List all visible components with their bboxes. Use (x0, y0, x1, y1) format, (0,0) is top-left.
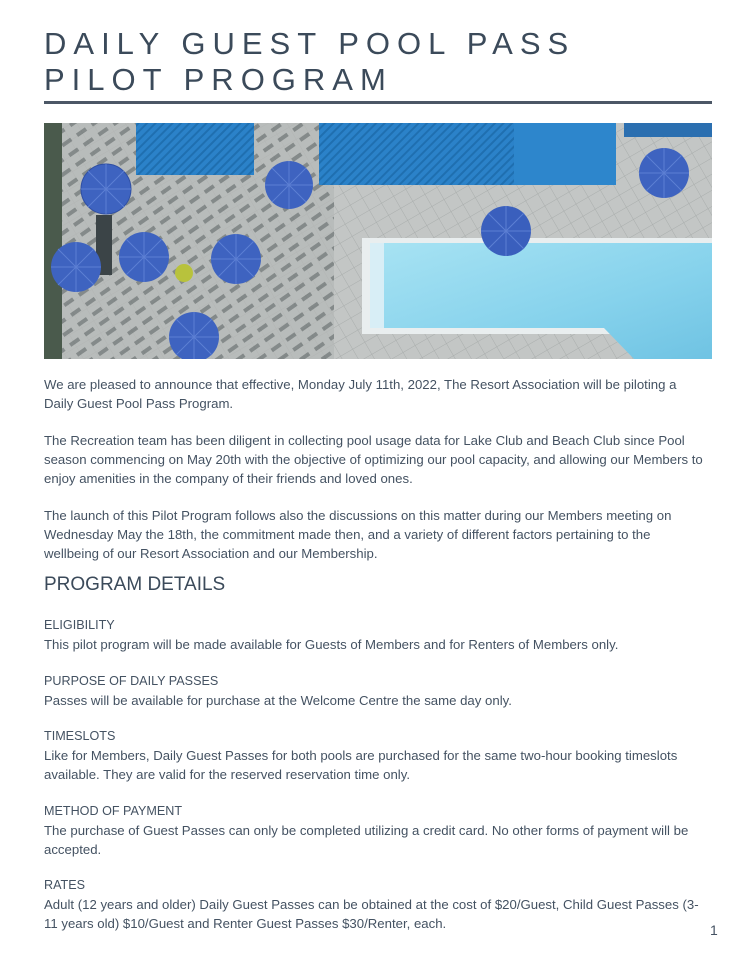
purpose-section (44, 672, 708, 710)
intro-paragraph-3: The launch of this Pilot Program follows also the discussions on this matter during our Members meeting on Wednesday May the 18th, the commitment made then, and a variety of different factors pertaining to the wellbeing of our Resort Association and our Membership. (44, 508, 672, 561)
title-divider (44, 101, 712, 104)
cabana-roof-left (136, 123, 254, 175)
eligibility-label: ELIGIBILITY (44, 618, 115, 632)
aerial-pool-photo (44, 123, 712, 359)
timeslots-section (44, 727, 708, 784)
program-details-heading: PROGRAM DETAILS (44, 574, 226, 595)
title-line-1: DAILY GUEST POOL PASS (44, 26, 576, 61)
rates-text: Adult (12 years and older) Daily Guest Passes can be obtained at the cost of $20/Guest, Child Guest Passes (3-11 years old) $10/Guest and Renter Guest Passes $30/Renter, each. (44, 897, 699, 931)
timeslots-text: Like for Members, Daily Guest Passes for both pools are purchased for the same two-hour booking timeslots available. They are valid for the reserved reservation time only. (44, 748, 678, 782)
intro-paragraph-2: The Recreation team has been diligent in collecting pool usage data for Lake Club and Beach Club since Pool season commencing on May 20th with the objective of optimizing our pool capacity, and allowing our Members to enjoy amenities in the company of their friends and loved ones. (44, 433, 703, 486)
rates-label: RATES (44, 878, 86, 892)
intro-paragraph-1: We are pleased to announce that effective, Monday July 11th, 2022, The Resort Association will be piloting a Daily Guest Pool Pass Program. (44, 377, 677, 411)
page-number: 1 (710, 922, 718, 938)
palm-plant (175, 264, 193, 282)
payment-section (44, 802, 708, 859)
title-line-2: PILOT PROGRAM (44, 62, 393, 97)
payment-label: METHOD OF PAYMENT (44, 804, 183, 818)
timeslots-label: TIMESLOTS (44, 729, 116, 743)
eligibility-text: This pilot program will be made available for Guests of Members and for Renters of Members only. (44, 637, 619, 652)
eligibility-section (44, 616, 708, 654)
hero-image (44, 123, 712, 359)
payment-text: The purchase of Guest Passes can only be completed utilizing a credit card. No other forms of payment will be accepted. (44, 823, 689, 857)
cabana-roof-right (514, 123, 616, 185)
purpose-label: PURPOSE OF DAILY PASSES (44, 674, 219, 688)
trees-edge (44, 123, 62, 359)
cabana-roof-far (624, 123, 712, 137)
pool-steps (370, 243, 384, 328)
cabana-roof-center (319, 123, 514, 185)
rates-section (44, 876, 708, 933)
purpose-text: Passes will be available for purchase at the Welcome Centre the same day only. (44, 693, 512, 708)
document-title (44, 26, 575, 98)
